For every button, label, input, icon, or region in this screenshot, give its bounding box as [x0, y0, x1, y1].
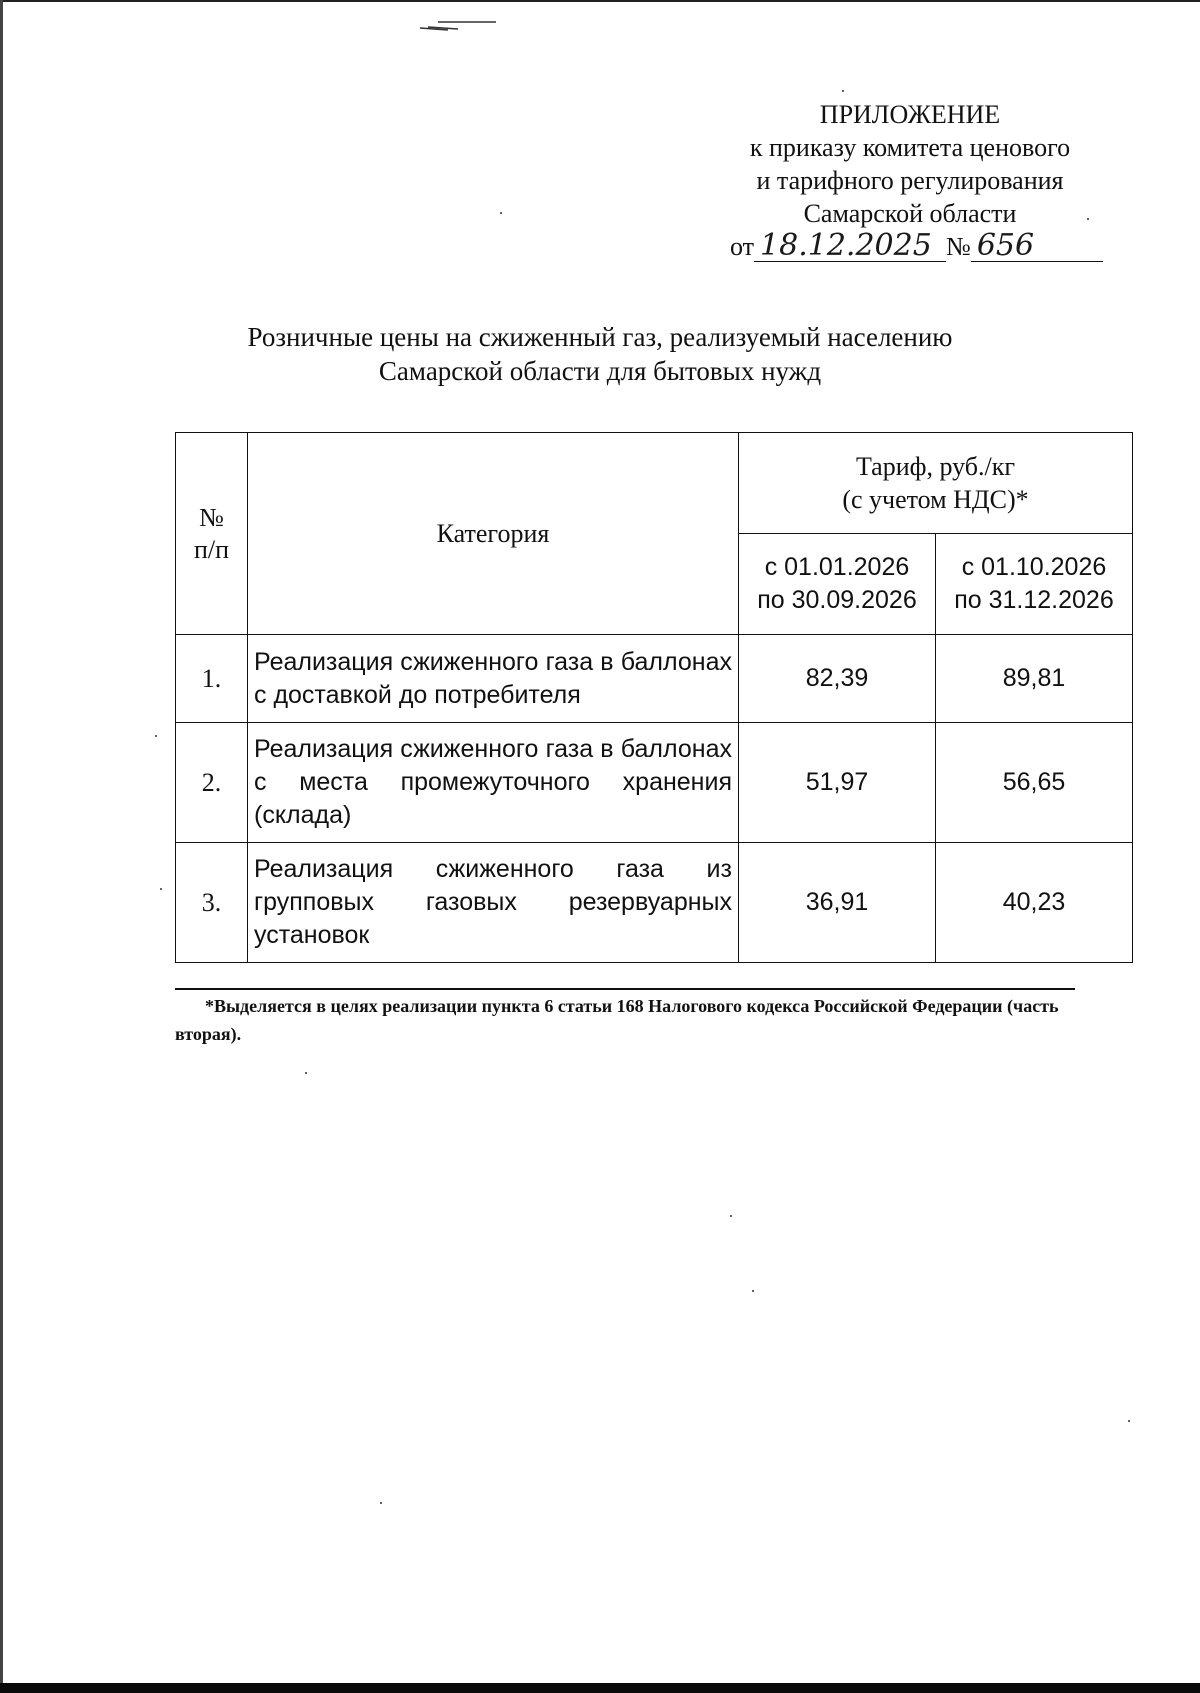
header-period-2	[936, 534, 1133, 635]
handwritten-date: 18.12.2025	[754, 231, 946, 262]
scan-speck	[842, 90, 844, 92]
header-num-symbol: №	[199, 502, 224, 532]
row-price-period-2: 89,81	[936, 635, 1133, 723]
row-number: 1.	[176, 635, 248, 723]
scan-speck	[155, 735, 157, 737]
footnote: *Выделяется в целях реализации пункта 6 статьи 168 Налогового кодекса Российской Федерации (часть вторая).	[175, 996, 1059, 1044]
table-row	[176, 635, 1133, 723]
header-tariff-cell	[739, 433, 1133, 534]
document-title	[170, 320, 1030, 388]
scan-speck	[752, 1290, 754, 1292]
scan-speck	[305, 1072, 307, 1074]
appendix-line-1: к приказу комитета ценового	[749, 133, 1071, 162]
table-row	[176, 843, 1133, 963]
header-tariff-line-2: (с учетом НДС)*	[842, 485, 1029, 514]
scan-top-edge	[0, 0, 1200, 2]
number-prefix: №	[946, 232, 971, 261]
row-category: Реализация сжиженного газа из групповых газовых резервуарных установок	[248, 843, 739, 963]
row-number: 3.	[176, 843, 248, 963]
period-1-start: с 01.01.2026	[764, 553, 910, 581]
order-date-number-line	[700, 230, 1120, 263]
row-price-period-2: 40,23	[936, 843, 1133, 963]
scan-speck	[730, 1215, 732, 1217]
header-period-1	[739, 534, 936, 635]
date-prefix: от	[730, 232, 755, 261]
appendix-heading: ПРИЛОЖЕНИЕ	[819, 100, 1001, 129]
period-2-start: с 01.10.2026	[961, 553, 1107, 581]
row-price-period-1: 51,97	[739, 723, 936, 843]
row-category: Реализация сжиженного газа в баллонах с места промежуточного хранения (склада)	[248, 723, 739, 843]
scan-speck	[380, 1502, 382, 1504]
period-2-end: по 31.12.2026	[954, 586, 1114, 614]
table-header-row	[176, 433, 1133, 534]
scan-left-edge	[0, 0, 3, 1693]
scan-artifact-mark	[418, 18, 498, 32]
header-num-label: п/п	[193, 534, 230, 564]
row-category: Реализация сжиженного газа в баллонах с доставкой до потребителя	[248, 635, 739, 723]
scan-bottom-edge	[0, 1683, 1200, 1693]
row-price-period-1: 36,91	[739, 843, 936, 963]
appendix-line-3: Самарской области	[803, 199, 1017, 228]
header-tariff-line-1: Тариф, руб./кг	[855, 452, 1016, 481]
handwritten-number: 656	[971, 231, 1103, 262]
scan-speck	[1087, 218, 1089, 220]
title-line-2: Самарской области для бытовых нужд	[378, 356, 822, 386]
footnote-rule	[175, 988, 1075, 990]
row-price-period-2: 56,65	[936, 723, 1133, 843]
row-number: 2.	[176, 723, 248, 843]
tariff-table	[175, 432, 1133, 963]
scan-speck	[1128, 1420, 1130, 1422]
scan-speck	[160, 888, 162, 890]
header-num-cell	[176, 433, 248, 635]
title-line-1: Розничные цены на сжиженный газ, реализуемый населению	[247, 322, 953, 352]
period-1-end: по 30.09.2026	[757, 586, 917, 614]
header-category-cell: Категория	[248, 433, 739, 635]
table-row	[176, 723, 1133, 843]
scan-speck	[500, 212, 502, 214]
appendix-line-2: и тарифного регулирования	[756, 166, 1064, 195]
row-price-period-1: 82,39	[739, 635, 936, 723]
appendix-block	[700, 98, 1120, 263]
